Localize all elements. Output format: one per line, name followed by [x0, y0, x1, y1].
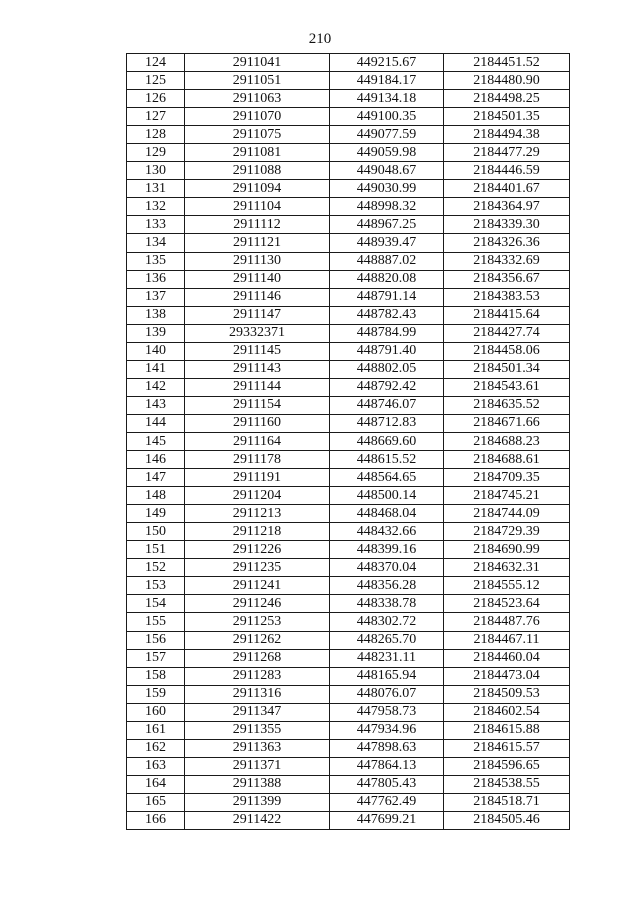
table-row — [127, 216, 570, 234]
x-coordinate-cell: 448669.60 — [330, 432, 444, 450]
row-index-cell: 141 — [127, 360, 185, 378]
row-index-cell: 149 — [127, 505, 185, 523]
point-id-cell: 2911347 — [185, 703, 330, 721]
y-coordinate-cell: 2184427.74 — [444, 324, 570, 342]
table-row — [127, 721, 570, 739]
y-coordinate-cell: 2184494.38 — [444, 126, 570, 144]
x-coordinate-cell: 449215.67 — [330, 54, 444, 72]
row-index-cell: 151 — [127, 541, 185, 559]
y-coordinate-cell: 2184401.67 — [444, 180, 570, 198]
table-row — [127, 793, 570, 811]
y-coordinate-cell: 2184538.55 — [444, 775, 570, 793]
y-coordinate-cell: 2184460.04 — [444, 649, 570, 667]
row-index-cell: 162 — [127, 739, 185, 757]
point-id-cell: 2911246 — [185, 595, 330, 613]
point-id-cell: 2911191 — [185, 469, 330, 487]
row-index-cell: 157 — [127, 649, 185, 667]
row-index-cell: 158 — [127, 667, 185, 685]
row-index-cell: 140 — [127, 342, 185, 360]
row-index-cell: 145 — [127, 432, 185, 450]
y-coordinate-cell: 2184745.21 — [444, 487, 570, 505]
point-id-cell: 2911144 — [185, 378, 330, 396]
x-coordinate-cell: 447958.73 — [330, 703, 444, 721]
row-index-cell: 165 — [127, 793, 185, 811]
y-coordinate-cell: 2184458.06 — [444, 342, 570, 360]
point-id-cell: 2911226 — [185, 541, 330, 559]
row-index-cell: 155 — [127, 613, 185, 631]
x-coordinate-cell: 448370.04 — [330, 559, 444, 577]
row-index-cell: 143 — [127, 396, 185, 414]
table-row — [127, 324, 570, 342]
point-id-cell: 2911241 — [185, 577, 330, 595]
x-coordinate-cell: 448939.47 — [330, 234, 444, 252]
row-index-cell: 159 — [127, 685, 185, 703]
row-index-cell: 126 — [127, 90, 185, 108]
x-coordinate-cell: 448265.70 — [330, 631, 444, 649]
point-id-cell: 2911262 — [185, 631, 330, 649]
point-id-cell: 2911164 — [185, 432, 330, 450]
point-id-cell: 2911363 — [185, 739, 330, 757]
x-coordinate-cell: 449077.59 — [330, 126, 444, 144]
point-id-cell: 2911388 — [185, 775, 330, 793]
y-coordinate-cell: 2184729.39 — [444, 523, 570, 541]
x-coordinate-cell: 449059.98 — [330, 144, 444, 162]
point-id-cell: 2911088 — [185, 162, 330, 180]
point-id-cell: 2911355 — [185, 721, 330, 739]
table-row — [127, 739, 570, 757]
point-id-cell: 2911051 — [185, 72, 330, 90]
x-coordinate-cell: 448782.43 — [330, 306, 444, 324]
row-index-cell: 127 — [127, 108, 185, 126]
x-coordinate-cell: 449100.35 — [330, 108, 444, 126]
x-coordinate-cell: 447699.21 — [330, 811, 444, 829]
table-row — [127, 126, 570, 144]
point-id-cell: 2911235 — [185, 559, 330, 577]
y-coordinate-cell: 2184543.61 — [444, 378, 570, 396]
y-coordinate-cell: 2184480.90 — [444, 72, 570, 90]
y-coordinate-cell: 2184339.30 — [444, 216, 570, 234]
table-row — [127, 451, 570, 469]
y-coordinate-cell: 2184688.61 — [444, 451, 570, 469]
x-coordinate-cell: 448500.14 — [330, 487, 444, 505]
point-id-cell: 2911213 — [185, 505, 330, 523]
table-row — [127, 649, 570, 667]
x-coordinate-cell: 448615.52 — [330, 451, 444, 469]
y-coordinate-cell: 2184505.46 — [444, 811, 570, 829]
row-index-cell: 131 — [127, 180, 185, 198]
point-id-cell: 2911253 — [185, 613, 330, 631]
table-row — [127, 667, 570, 685]
y-coordinate-cell: 2184509.53 — [444, 685, 570, 703]
y-coordinate-cell: 2184690.99 — [444, 541, 570, 559]
x-coordinate-cell: 448468.04 — [330, 505, 444, 523]
row-index-cell: 164 — [127, 775, 185, 793]
row-index-cell: 147 — [127, 469, 185, 487]
point-id-cell: 2911204 — [185, 487, 330, 505]
x-coordinate-cell: 448564.65 — [330, 469, 444, 487]
point-id-cell: 2911063 — [185, 90, 330, 108]
y-coordinate-cell: 2184383.53 — [444, 288, 570, 306]
y-coordinate-cell: 2184446.59 — [444, 162, 570, 180]
x-coordinate-cell: 448792.42 — [330, 378, 444, 396]
table-row — [127, 577, 570, 595]
table-row — [127, 54, 570, 72]
table-row — [127, 234, 570, 252]
row-index-cell: 135 — [127, 252, 185, 270]
table-row — [127, 270, 570, 288]
x-coordinate-cell: 448820.08 — [330, 270, 444, 288]
y-coordinate-cell: 2184709.35 — [444, 469, 570, 487]
y-coordinate-cell: 2184615.88 — [444, 721, 570, 739]
y-coordinate-cell: 2184326.36 — [444, 234, 570, 252]
row-index-cell: 137 — [127, 288, 185, 306]
coordinate-table — [126, 53, 570, 830]
y-coordinate-cell: 2184467.11 — [444, 631, 570, 649]
table-row — [127, 559, 570, 577]
point-id-cell: 2911121 — [185, 234, 330, 252]
table-row — [127, 432, 570, 450]
y-coordinate-cell: 2184596.65 — [444, 757, 570, 775]
y-coordinate-cell: 2184671.66 — [444, 414, 570, 432]
x-coordinate-cell: 447898.63 — [330, 739, 444, 757]
y-coordinate-cell: 2184477.29 — [444, 144, 570, 162]
table-row — [127, 180, 570, 198]
x-coordinate-cell: 448076.07 — [330, 685, 444, 703]
x-coordinate-cell: 447934.96 — [330, 721, 444, 739]
y-coordinate-cell: 2184451.52 — [444, 54, 570, 72]
table-row — [127, 378, 570, 396]
point-id-cell: 2911081 — [185, 144, 330, 162]
table-row — [127, 613, 570, 631]
point-id-cell: 29332371 — [185, 324, 330, 342]
y-coordinate-cell: 2184555.12 — [444, 577, 570, 595]
point-id-cell: 2911145 — [185, 342, 330, 360]
table-row — [127, 685, 570, 703]
row-index-cell: 130 — [127, 162, 185, 180]
table-row — [127, 541, 570, 559]
row-index-cell: 132 — [127, 198, 185, 216]
x-coordinate-cell: 448302.72 — [330, 613, 444, 631]
point-id-cell: 2911041 — [185, 54, 330, 72]
table-row — [127, 252, 570, 270]
x-coordinate-cell: 449048.67 — [330, 162, 444, 180]
page-number: 210 — [308, 31, 332, 47]
row-index-cell: 148 — [127, 487, 185, 505]
table-row — [127, 162, 570, 180]
row-index-cell: 125 — [127, 72, 185, 90]
x-coordinate-cell: 448432.66 — [330, 523, 444, 541]
table-row — [127, 811, 570, 829]
point-id-cell: 2911146 — [185, 288, 330, 306]
row-index-cell: 128 — [127, 126, 185, 144]
x-coordinate-cell: 448791.14 — [330, 288, 444, 306]
y-coordinate-cell: 2184501.34 — [444, 360, 570, 378]
y-coordinate-cell: 2184415.64 — [444, 306, 570, 324]
row-index-cell: 124 — [127, 54, 185, 72]
table-row — [127, 342, 570, 360]
table-row — [127, 108, 570, 126]
y-coordinate-cell: 2184632.31 — [444, 559, 570, 577]
x-coordinate-cell: 448998.32 — [330, 198, 444, 216]
y-coordinate-cell: 2184523.64 — [444, 595, 570, 613]
table-row — [127, 198, 570, 216]
point-id-cell: 2911371 — [185, 757, 330, 775]
x-coordinate-cell: 448356.28 — [330, 577, 444, 595]
table-row — [127, 288, 570, 306]
point-id-cell: 2911143 — [185, 360, 330, 378]
table-row — [127, 469, 570, 487]
row-index-cell: 154 — [127, 595, 185, 613]
x-coordinate-cell: 448791.40 — [330, 342, 444, 360]
row-index-cell: 146 — [127, 451, 185, 469]
table-row — [127, 414, 570, 432]
y-coordinate-cell: 2184518.71 — [444, 793, 570, 811]
y-coordinate-cell: 2184356.67 — [444, 270, 570, 288]
x-coordinate-cell: 448802.05 — [330, 360, 444, 378]
x-coordinate-cell: 448338.78 — [330, 595, 444, 613]
x-coordinate-cell: 448399.16 — [330, 541, 444, 559]
point-id-cell: 2911178 — [185, 451, 330, 469]
row-index-cell: 138 — [127, 306, 185, 324]
point-id-cell: 2911218 — [185, 523, 330, 541]
x-coordinate-cell: 448967.25 — [330, 216, 444, 234]
point-id-cell: 2911130 — [185, 252, 330, 270]
row-index-cell: 153 — [127, 577, 185, 595]
y-coordinate-cell: 2184744.09 — [444, 505, 570, 523]
row-index-cell: 136 — [127, 270, 185, 288]
y-coordinate-cell: 2184498.25 — [444, 90, 570, 108]
y-coordinate-cell: 2184364.97 — [444, 198, 570, 216]
x-coordinate-cell: 447762.49 — [330, 793, 444, 811]
x-coordinate-cell: 447805.43 — [330, 775, 444, 793]
point-id-cell: 2911422 — [185, 811, 330, 829]
x-coordinate-cell: 449134.18 — [330, 90, 444, 108]
coordinate-table-body — [127, 54, 570, 830]
table-row — [127, 487, 570, 505]
point-id-cell: 2911140 — [185, 270, 330, 288]
table-row — [127, 396, 570, 414]
x-coordinate-cell: 448784.99 — [330, 324, 444, 342]
table-row — [127, 505, 570, 523]
x-coordinate-cell: 448165.94 — [330, 667, 444, 685]
row-index-cell: 166 — [127, 811, 185, 829]
row-index-cell: 160 — [127, 703, 185, 721]
row-index-cell: 142 — [127, 378, 185, 396]
x-coordinate-cell: 448231.11 — [330, 649, 444, 667]
table-row — [127, 306, 570, 324]
row-index-cell: 133 — [127, 216, 185, 234]
x-coordinate-cell: 449184.17 — [330, 72, 444, 90]
row-index-cell: 163 — [127, 757, 185, 775]
table-row — [127, 631, 570, 649]
point-id-cell: 2911112 — [185, 216, 330, 234]
y-coordinate-cell: 2184602.54 — [444, 703, 570, 721]
y-coordinate-cell: 2184332.69 — [444, 252, 570, 270]
point-id-cell: 2911399 — [185, 793, 330, 811]
row-index-cell: 129 — [127, 144, 185, 162]
x-coordinate-cell: 447864.13 — [330, 757, 444, 775]
row-index-cell: 156 — [127, 631, 185, 649]
row-index-cell: 139 — [127, 324, 185, 342]
point-id-cell: 2911070 — [185, 108, 330, 126]
table-row — [127, 90, 570, 108]
point-id-cell: 2911094 — [185, 180, 330, 198]
y-coordinate-cell: 2184688.23 — [444, 432, 570, 450]
point-id-cell: 2911316 — [185, 685, 330, 703]
table-row — [127, 72, 570, 90]
point-id-cell: 2911104 — [185, 198, 330, 216]
point-id-cell: 2911160 — [185, 414, 330, 432]
table-row — [127, 360, 570, 378]
row-index-cell: 152 — [127, 559, 185, 577]
table-row — [127, 595, 570, 613]
table-row — [127, 144, 570, 162]
x-coordinate-cell: 448712.83 — [330, 414, 444, 432]
point-id-cell: 2911075 — [185, 126, 330, 144]
point-id-cell: 2911154 — [185, 396, 330, 414]
x-coordinate-cell: 448887.02 — [330, 252, 444, 270]
y-coordinate-cell: 2184635.52 — [444, 396, 570, 414]
y-coordinate-cell: 2184473.04 — [444, 667, 570, 685]
point-id-cell: 2911147 — [185, 306, 330, 324]
point-id-cell: 2911268 — [185, 649, 330, 667]
row-index-cell: 150 — [127, 523, 185, 541]
y-coordinate-cell: 2184615.57 — [444, 739, 570, 757]
row-index-cell: 134 — [127, 234, 185, 252]
row-index-cell: 161 — [127, 721, 185, 739]
table-row — [127, 523, 570, 541]
y-coordinate-cell: 2184487.76 — [444, 613, 570, 631]
point-id-cell: 2911283 — [185, 667, 330, 685]
table-row — [127, 703, 570, 721]
x-coordinate-cell: 449030.99 — [330, 180, 444, 198]
y-coordinate-cell: 2184501.35 — [444, 108, 570, 126]
table-row — [127, 757, 570, 775]
x-coordinate-cell: 448746.07 — [330, 396, 444, 414]
row-index-cell: 144 — [127, 414, 185, 432]
table-row — [127, 775, 570, 793]
